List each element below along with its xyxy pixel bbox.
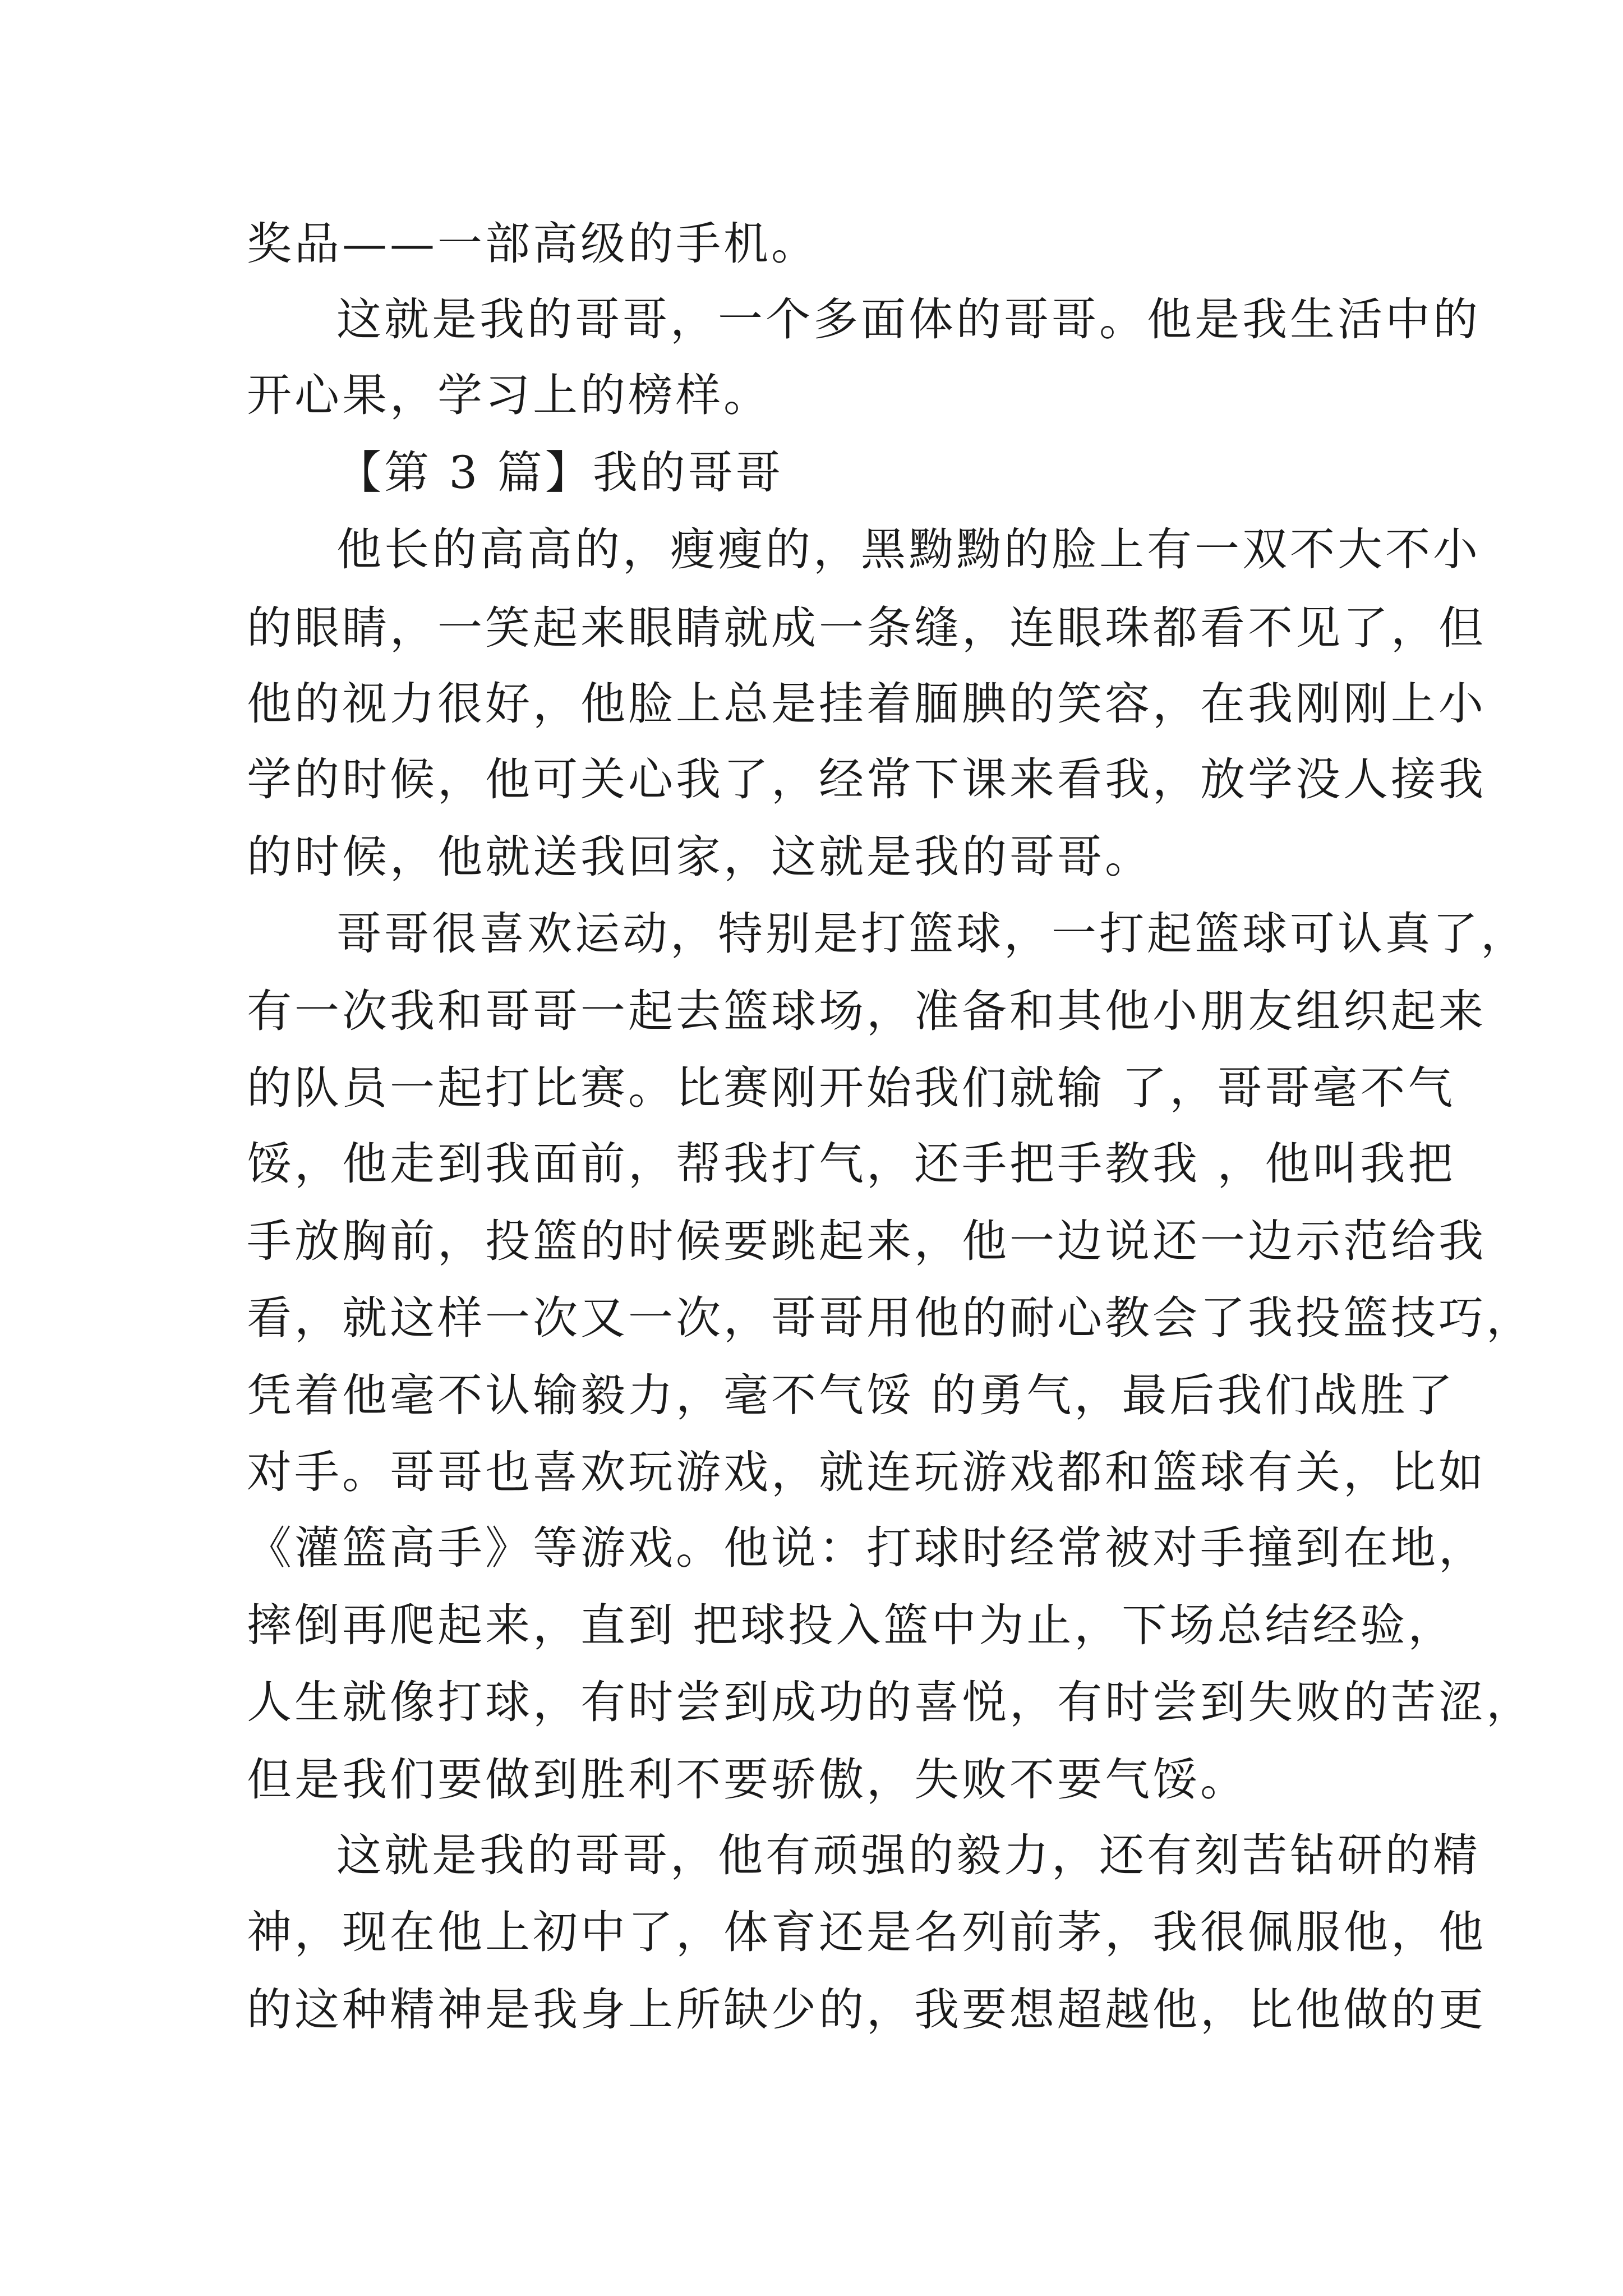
text-line: 他的视力很好，他脸上总是挂着腼腆的笑容，在我刚刚上小 — [247, 678, 1486, 730]
text-line: 这就是我的哥哥，一个多面体的哥哥。他是我生活中的 — [336, 293, 1481, 346]
text-line: 的眼睛，一笑起来眼睛就成一条缝，连眼珠都看不见了，但 — [247, 602, 1486, 654]
text-line: 手放胸前，投篮的时候要跳起来，他一边说还一边示范给我 — [247, 1215, 1486, 1267]
text-line: 的队员一起打比赛。比赛刚开始我们就输 了，哥哥毫不气 — [247, 1062, 1456, 1114]
text-line: 有一次我和哥哥一起去篮球场，准备和其他小朋友组织起来 — [247, 985, 1486, 1037]
text-line: 的时候，他就送我回家，这就是我的哥哥。 — [247, 831, 1152, 883]
text-line: 开心果，学习上的榜样。 — [247, 369, 771, 421]
text-line: 人生就像打球，有时尝到成功的喜悦，有时尝到失败的苦涩， — [247, 1676, 1534, 1728]
text-line: 的这种精神是我身上所缺少的，我要想超越他，比他做的更 — [247, 1984, 1486, 2036]
text-line: 他长的高高的，瘦瘦的，黑黝黝的脸上有一双不大不小 — [336, 523, 1481, 576]
text-line: 看，就这样一次又一次，哥哥用他的耐心教会了我投篮技巧， — [247, 1292, 1534, 1344]
text-line: 但是我们要做到胜利不要骄傲，失败不要气馁。 — [247, 1754, 1248, 1806]
text-line: 哥哥很喜欢运动，特别是打篮球，一打起篮球可认真了， — [336, 908, 1528, 960]
text-line: 馁，他走到我面前，帮我打气，还手把手教我 ，他叫我把 — [247, 1138, 1456, 1190]
section-heading: 【第 3 篇】我的哥哥 — [336, 447, 783, 499]
text-line: 对手。哥哥也喜欢玩游戏，就连玩游戏都和篮球有关，比如 — [247, 1446, 1486, 1498]
text-line: 《灌篮高手》等游戏。他说：打球时经常被对手撞到在地， — [247, 1522, 1486, 1574]
text-line: 这就是我的哥哥，他有顽强的毅力，还有刻苦钻研的精 — [336, 1829, 1481, 1881]
text-line: 摔倒再爬起来，直到 把球投入篮中为止，下场总结经验， — [247, 1599, 1456, 1651]
text-line: 奖品——一部高级的手机。 — [247, 218, 819, 270]
text-line: 凭着他毫不认输毅力，毫不气馁 的勇气，最后我们战胜了 — [247, 1369, 1456, 1421]
text-line: 神，现在他上初中了，体育还是名列前茅，我很佩服他，他 — [247, 1906, 1486, 1958]
text-line: 学的时候，他可关心我了，经常下课来看我，放学没人接我 — [247, 753, 1486, 806]
